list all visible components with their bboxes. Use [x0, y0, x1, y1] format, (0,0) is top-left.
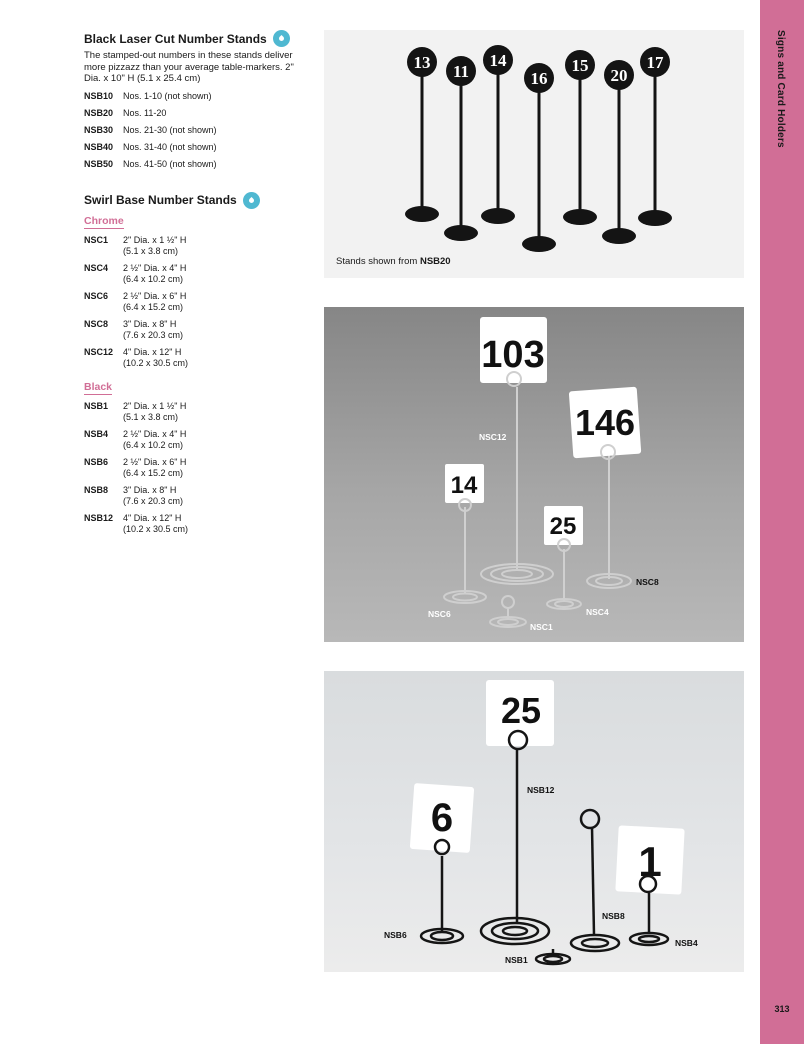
- card-clip: [581, 810, 599, 828]
- caption-code: NSB20: [419, 256, 451, 267]
- label-nsc12: NSC12: [479, 432, 507, 442]
- black-subheading: Black: [84, 380, 113, 393]
- product-description: 2" Dia. x 1 ½" H (5.1 x 3.8 cm): [123, 400, 187, 422]
- product-description: 2 ½" Dia. x 4" H (6.4 x 10.2 cm): [123, 262, 187, 284]
- product-code: NSC8: [84, 318, 109, 329]
- product-description: 3" Dia. x 8" H (7.6 x 20.3 cm): [123, 484, 184, 506]
- stand-rod: [592, 827, 594, 935]
- number-stand: [481, 45, 515, 224]
- chrome-subheading: Chrome: [84, 214, 124, 227]
- product-description: 2 ½" Dia. x 6" H (6.4 x 15.2 cm): [123, 290, 187, 312]
- swirl-stands-title: Swirl Base Number Stands: [84, 193, 237, 207]
- laser-stands-photo: [324, 30, 744, 278]
- card-number: 14: [450, 472, 478, 499]
- number-stand: [602, 60, 636, 244]
- product-code: NSB4: [84, 428, 109, 439]
- label-nsb6: NSB6: [384, 930, 407, 940]
- product-row: [84, 125, 314, 136]
- product-row: [84, 291, 314, 313]
- product-description: Nos. 31-40 (not shown): [123, 141, 217, 152]
- swirl-base: [571, 935, 619, 951]
- product-code: NSB12: [84, 512, 114, 523]
- label-nsb12: NSB12: [527, 785, 555, 795]
- water-drop-icon: [273, 30, 290, 47]
- stand-number: 15: [571, 56, 589, 75]
- product-code: NSB8: [84, 484, 109, 495]
- product-description: 4" Dia. x 12" H (10.2 x 30.5 cm): [123, 346, 189, 368]
- section-title: Signs and Card Holders: [775, 30, 786, 148]
- laser-stands-heading: [84, 30, 314, 47]
- caption-prefix: Stands shown from: [336, 256, 418, 267]
- product-row: [84, 429, 314, 451]
- number-stand: [405, 47, 439, 222]
- chrome-stands-illustration: [324, 307, 744, 642]
- stand-number: 14: [489, 51, 507, 70]
- card-number: 103: [481, 334, 545, 376]
- stand-number: 17: [646, 53, 664, 72]
- black-stands-photo: [324, 671, 744, 972]
- laser-stands-title: Black Laser Cut Number Stands: [84, 31, 267, 46]
- product-row: [84, 91, 314, 102]
- product-description: 3" Dia. x 8" H (7.6 x 20.3 cm): [123, 318, 184, 340]
- product-code: NSC1: [84, 234, 109, 245]
- product-text-column: [84, 30, 314, 541]
- number-stand: [638, 47, 672, 226]
- product-code: NSC12: [84, 346, 114, 357]
- number-stand: [522, 63, 556, 252]
- number-stand: [563, 50, 597, 225]
- card-number: 146: [574, 402, 636, 443]
- card-number: 25: [549, 513, 577, 540]
- label-nsb8: NSB8: [602, 911, 625, 921]
- stand-number: 16: [530, 69, 548, 88]
- label-nsc6: NSC6: [428, 609, 451, 619]
- card-number: 6: [430, 796, 454, 840]
- product-description: 4" Dia. x 12" H (10.2 x 30.5 cm): [123, 512, 189, 534]
- product-row: [84, 108, 314, 119]
- label-nsb1: NSB1: [505, 955, 528, 965]
- product-code: NSB40: [84, 141, 114, 152]
- product-row: [84, 142, 314, 153]
- product-code: NSB6: [84, 456, 109, 467]
- product-row: [84, 513, 314, 535]
- stand-number: 11: [452, 62, 470, 81]
- product-description: Nos. 11-20: [123, 107, 167, 118]
- product-code: NSC4: [84, 262, 109, 273]
- label-nsc4: NSC4: [586, 607, 609, 617]
- product-code: NSB30: [84, 124, 114, 135]
- laser-stands-list: [84, 91, 314, 170]
- product-row: [84, 159, 314, 170]
- product-description: Nos. 21-30 (not shown): [123, 124, 217, 135]
- section-sidebar: [760, 0, 804, 1044]
- black-stands-list: [84, 401, 314, 535]
- product-row: [84, 235, 314, 257]
- product-row: [84, 485, 314, 507]
- page-number: 313: [774, 1004, 790, 1014]
- product-row: [84, 457, 314, 479]
- chrome-stands-photo: [324, 307, 744, 642]
- label-nsc1: NSC1: [530, 622, 553, 632]
- number-stand: [444, 56, 478, 241]
- product-row: [84, 401, 314, 423]
- product-code: NSB1: [84, 400, 109, 411]
- stand-number: 13: [413, 53, 431, 72]
- laser-stands-description: The stamped-out numbers in these stands deliver more pizzazz than your average table-markers. 2" Dia. x 10" H (5.1 x 25.4 cm): [84, 50, 294, 84]
- product-description: 2 ½" Dia. x 4" H (6.4 x 10.2 cm): [123, 428, 187, 450]
- product-description: Nos. 41-50 (not shown): [123, 158, 217, 169]
- card-number: 25: [500, 690, 542, 731]
- product-description: 2 ½" Dia. x 6" H (6.4 x 15.2 cm): [123, 456, 187, 478]
- product-code: NSB20: [84, 107, 114, 118]
- product-code: NSC6: [84, 290, 109, 301]
- product-code: NSB50: [84, 158, 114, 169]
- product-row: [84, 263, 314, 285]
- product-description: 2" Dia. x 1 ½" H (5.1 x 3.8 cm): [123, 234, 187, 256]
- label-nsc8: NSC8: [636, 577, 659, 587]
- stand-number: 20: [610, 66, 628, 85]
- laser-stands-illustration: [324, 30, 744, 278]
- label-nsb4: NSB4: [675, 938, 698, 948]
- card-clip: [502, 596, 514, 608]
- black-stands-illustration: [324, 671, 744, 972]
- product-description: Nos. 1-10 (not shown): [123, 90, 212, 101]
- product-row: [84, 319, 314, 341]
- card-number: 1: [638, 838, 662, 885]
- chrome-stands-list: [84, 235, 314, 369]
- product-row: [84, 347, 314, 369]
- swirl-stands-heading: [84, 192, 314, 209]
- product-code: NSB10: [84, 90, 114, 101]
- photo-caption: [336, 256, 451, 267]
- water-drop-icon: [243, 192, 260, 209]
